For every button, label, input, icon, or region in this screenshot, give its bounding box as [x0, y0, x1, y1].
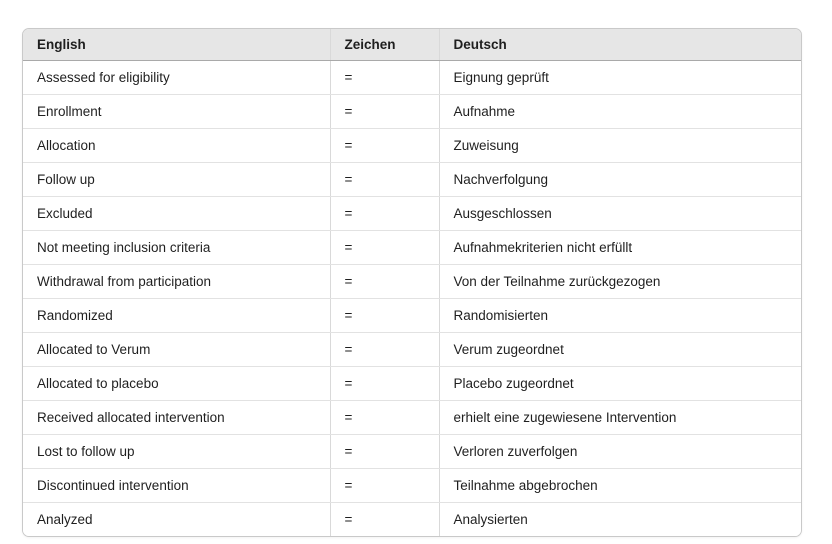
cell-deutsch: Eignung geprüft: [439, 61, 801, 95]
cell-zeichen: =: [330, 503, 439, 537]
cell-english: Received allocated intervention: [23, 401, 330, 435]
english-german-glossary-table: [23, 29, 801, 536]
cell-english: Allocated to Verum: [23, 333, 330, 367]
cell-zeichen: =: [330, 435, 439, 469]
cell-deutsch: Ausgeschlossen: [439, 197, 801, 231]
cell-zeichen: =: [330, 367, 439, 401]
cell-english: Not meeting inclusion criteria: [23, 231, 330, 265]
column-header-zeichen: Zeichen: [330, 29, 439, 61]
cell-zeichen: =: [330, 265, 439, 299]
table-row: [23, 469, 801, 503]
table-row: [23, 197, 801, 231]
table-row: [23, 333, 801, 367]
table-row: [23, 95, 801, 129]
cell-english: Discontinued intervention: [23, 469, 330, 503]
table-row: [23, 129, 801, 163]
cell-zeichen: =: [330, 299, 439, 333]
cell-deutsch: Von der Teilnahme zurückgezogen: [439, 265, 801, 299]
cell-zeichen: =: [330, 61, 439, 95]
cell-deutsch: Randomisierten: [439, 299, 801, 333]
cell-zeichen: =: [330, 333, 439, 367]
cell-deutsch: Nachverfolgung: [439, 163, 801, 197]
cell-deutsch: Aufnahmekriterien nicht erfüllt: [439, 231, 801, 265]
cell-deutsch: erhielt eine zugewiesene Intervention: [439, 401, 801, 435]
table-row: [23, 61, 801, 95]
table-row: [23, 503, 801, 537]
cell-zeichen: =: [330, 197, 439, 231]
cell-english: Assessed for eligibility: [23, 61, 330, 95]
cell-deutsch: Placebo zugeordnet: [439, 367, 801, 401]
cell-deutsch: Verloren zuverfolgen: [439, 435, 801, 469]
table-row: [23, 265, 801, 299]
cell-zeichen: =: [330, 469, 439, 503]
table-row: [23, 435, 801, 469]
table-row: [23, 231, 801, 265]
cell-english: Analyzed: [23, 503, 330, 537]
cell-english: Excluded: [23, 197, 330, 231]
cell-english: Follow up: [23, 163, 330, 197]
cell-deutsch: Teilnahme abgebrochen: [439, 469, 801, 503]
cell-english: Withdrawal from participation: [23, 265, 330, 299]
table-row: [23, 299, 801, 333]
cell-deutsch: Aufnahme: [439, 95, 801, 129]
cell-deutsch: Zuweisung: [439, 129, 801, 163]
cell-english: Allocated to placebo: [23, 367, 330, 401]
cell-zeichen: =: [330, 231, 439, 265]
cell-english: Lost to follow up: [23, 435, 330, 469]
cell-deutsch: Analysierten: [439, 503, 801, 537]
cell-deutsch: Verum zugeordnet: [439, 333, 801, 367]
cell-english: Allocation: [23, 129, 330, 163]
cell-zeichen: =: [330, 95, 439, 129]
cell-zeichen: =: [330, 163, 439, 197]
translation-table-container: [22, 28, 802, 537]
table-row: [23, 367, 801, 401]
cell-zeichen: =: [330, 129, 439, 163]
cell-english: Randomized: [23, 299, 330, 333]
table-row: [23, 401, 801, 435]
column-header-deutsch: Deutsch: [439, 29, 801, 61]
header-row: [23, 29, 801, 61]
cell-english: Enrollment: [23, 95, 330, 129]
column-header-english: English: [23, 29, 330, 61]
table-row: [23, 163, 801, 197]
cell-zeichen: =: [330, 401, 439, 435]
